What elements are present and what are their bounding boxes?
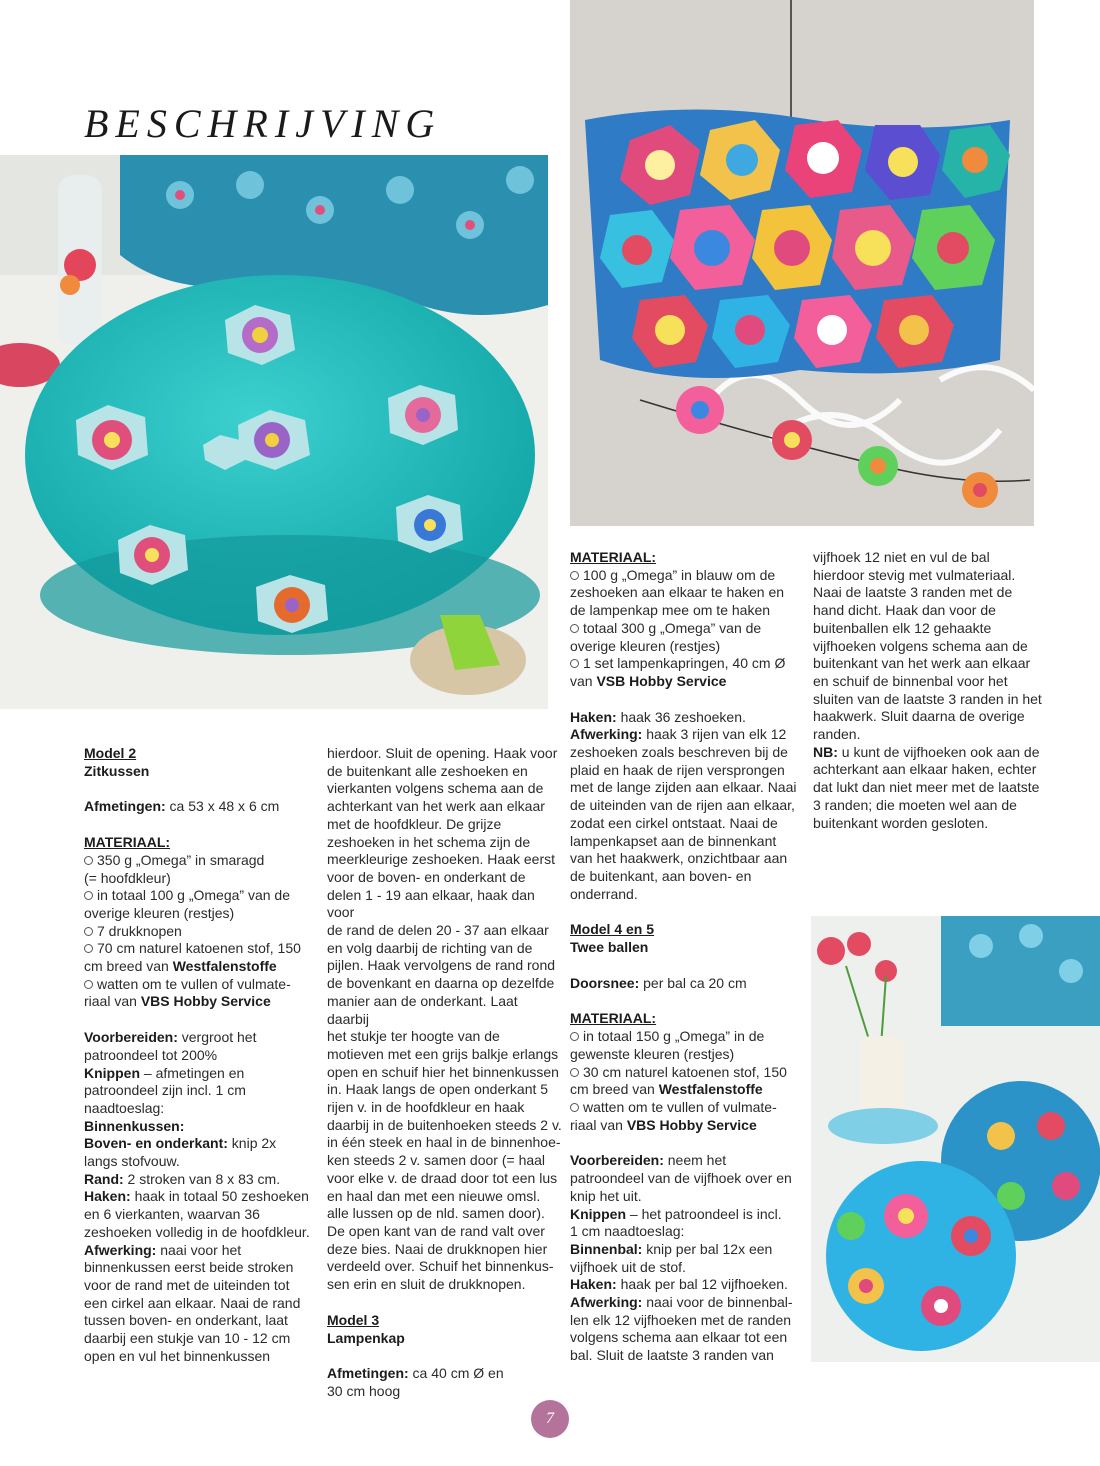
text-line: achterkant van het werk aan elkaar xyxy=(327,798,545,815)
brand: Westfalenstoffe xyxy=(658,1081,763,1098)
page-heading: BESCHRIJVING xyxy=(84,101,442,146)
label: Rand: xyxy=(84,1170,124,1187)
text-line: (= hoofdkleur) xyxy=(84,869,171,886)
bullet-icon xyxy=(84,944,93,953)
value: ca 40 cm Ø en xyxy=(408,1365,504,1382)
text: riaal van xyxy=(570,1116,627,1133)
list-item xyxy=(84,976,316,994)
ball-finishing-text xyxy=(570,1312,805,1365)
text-line: rijen v. in de hoofdkleur en haak xyxy=(327,1099,525,1116)
text-line: voor de rand met de uiteinden tot xyxy=(84,1276,290,1293)
value: per bal ca 20 cm xyxy=(639,974,747,991)
text-line: hierdoor stevig met vulmateriaal. xyxy=(813,566,1016,583)
text-line: ken steeds 2 v. samen door (= haal xyxy=(327,1152,546,1169)
text-line: zodat een cirkel ontstaat. Naai de xyxy=(570,814,778,831)
text-line: onderrand. xyxy=(570,885,638,902)
text-line: zeshoeken aan elkaar te haken en xyxy=(570,584,785,601)
column-2 xyxy=(327,745,562,1401)
text-line: langs stofvouw. xyxy=(84,1153,180,1170)
list-item xyxy=(570,1099,805,1117)
text-line: deze bies. Naai de drukknopen hier xyxy=(327,1240,548,1257)
list-item xyxy=(84,852,316,870)
brand: VBS Hobby Service xyxy=(140,993,271,1010)
text-line: alle lussen op de nld. samen door). xyxy=(327,1205,545,1222)
text-line: binnenkussen eerst beide stroken xyxy=(84,1259,294,1276)
text-line: meerkleurige zeshoeken. Haak eerst xyxy=(327,851,556,868)
text-line: zeshoeken in het schema zijn de xyxy=(327,833,531,850)
text: haak 36 zeshoeken. xyxy=(616,708,746,725)
text-line: bal. Sluit de laatste 3 randen van xyxy=(570,1347,774,1364)
text-line xyxy=(84,993,316,1011)
text-line: daarbij in de buitenhoeken steeds 2 v. xyxy=(327,1116,562,1133)
text-line: patroondeel van de vijfhoek over en xyxy=(570,1170,792,1187)
text: vergroot het xyxy=(177,1029,257,1046)
bullet-icon xyxy=(570,1103,579,1112)
text-line: lampenkapset aan de binnenkant xyxy=(570,832,777,849)
text: u kunt de vijfhoeken ook aan de xyxy=(837,743,1040,760)
cushion-photo xyxy=(0,155,548,709)
text-line: Naai de laatste 3 randen met de xyxy=(813,584,1013,601)
column-1 xyxy=(84,745,316,1366)
text-line xyxy=(84,1135,316,1153)
text-line xyxy=(570,1276,805,1294)
text-line: in. Haak langs de open onderkant 5 xyxy=(327,1081,549,1098)
brand: Westfalenstoffe xyxy=(172,958,277,975)
label: Afwerking: xyxy=(84,1241,157,1258)
text: 1 set lampenkapringen, 40 cm Ø xyxy=(583,655,786,672)
bullet-icon xyxy=(570,624,579,633)
text: 100 g „Omega” in blauw om de xyxy=(583,566,776,583)
text-line: randen. xyxy=(813,726,861,743)
text-line: motieven met een grijs balkje erlangs xyxy=(327,1045,559,1062)
text-line: 3 randen; die moeten wel aan de xyxy=(813,796,1017,813)
text-line: en haal dan met een nieuwe omsl. xyxy=(327,1187,541,1204)
material-heading: MATERIAAL: xyxy=(570,549,657,565)
text: – het patroondeel is incl. xyxy=(626,1205,782,1222)
text: naai voor het xyxy=(156,1241,242,1258)
column-4 xyxy=(813,549,1053,832)
text-line: achterkant aan elkaar haken, echter xyxy=(813,761,1037,778)
text-line: vierkanten volgens schema aan de xyxy=(327,780,544,797)
text: cm breed van xyxy=(84,958,173,975)
label: Voorbereiden: xyxy=(570,1152,664,1169)
text-line: overige kleuren (restjes) xyxy=(84,904,235,921)
text-line xyxy=(570,709,805,727)
label: Binnenbal: xyxy=(570,1240,643,1257)
material-heading: MATERIAAL: xyxy=(84,834,171,851)
text-line: gewenste kleuren (restjes) xyxy=(570,1045,735,1062)
text-line: met de hoofdkleur. De grijze xyxy=(327,815,502,832)
text-line: de uiteinden van de rijen aan elkaar, xyxy=(570,797,795,814)
text-line xyxy=(84,1171,316,1189)
text-line: buitenkant van het werk aan elkaar xyxy=(813,655,1031,672)
text-line: 30 cm hoog xyxy=(327,1382,401,1399)
text-line: 1 cm naadtoeslag: xyxy=(570,1223,685,1240)
text: – afmetingen en xyxy=(140,1064,245,1081)
text-line: volgens schema aan elkaar tot een xyxy=(570,1329,788,1346)
text-line: en 6 vierkanten, waarvan 36 xyxy=(84,1206,260,1223)
model-2-title: Model 2 xyxy=(84,745,137,761)
text-line: hand dicht. Haak dan voor de xyxy=(813,602,996,619)
text-line: patroondeel zijn incl. 1 cm xyxy=(84,1082,246,1099)
list-item xyxy=(570,1028,805,1046)
text-line xyxy=(570,1294,805,1312)
bullet-icon xyxy=(570,571,579,580)
text-line xyxy=(570,1241,805,1259)
text: 2 stroken van 8 x 83 cm. xyxy=(123,1170,281,1187)
label: Doorsnee: xyxy=(570,974,640,991)
page-number: 7 xyxy=(531,1400,569,1438)
text: riaal van xyxy=(84,993,141,1010)
text-line: dat lukt dan niet meer met de laatste xyxy=(813,779,1040,796)
text-line: open en vul het binnenkussen xyxy=(84,1347,271,1364)
text: 7 drukknopen xyxy=(97,922,182,939)
lampshade-photo xyxy=(570,0,1034,526)
text-line xyxy=(570,1152,805,1170)
model-3-title: Model 3 xyxy=(327,1311,380,1328)
label: Knippen xyxy=(570,1205,626,1222)
text-line xyxy=(570,1081,805,1099)
text-line: haakwerk. Sluit daarna de overige xyxy=(813,708,1025,725)
text-line: voor elke v. de draad door tot een lus xyxy=(327,1169,558,1186)
model-4-5-subtitle: Twee ballen xyxy=(570,939,649,956)
text-line: de buitenkant alle zeshoeken en xyxy=(327,762,528,779)
label: Haken: xyxy=(84,1188,131,1205)
text-line: naadtoeslag: xyxy=(84,1099,165,1116)
text-line: patroondeel tot 200% xyxy=(84,1046,218,1063)
text: 350 g „Omega” in smaragd xyxy=(97,851,265,868)
list-item xyxy=(84,887,316,905)
text-line: buitenballen elk 12 gehaakte xyxy=(813,619,992,636)
ball-finishing-continued xyxy=(813,549,1053,744)
label: Voorbereiden: xyxy=(84,1029,178,1046)
text: 70 cm naturel katoenen stof, 150 xyxy=(97,940,301,957)
text-line xyxy=(84,1242,316,1260)
bullet-icon xyxy=(84,856,93,865)
text: in totaal 100 g „Omega” van de xyxy=(97,887,291,904)
text-line: Binnenkussen: xyxy=(84,1117,185,1134)
label: Haken: xyxy=(570,708,617,725)
dimensions xyxy=(327,1365,562,1383)
text-line: het stukje ter hoogte van de xyxy=(327,1028,500,1045)
text-line: pijlen. Haak vervolgens de rand rond xyxy=(327,957,556,974)
material-heading: MATERIAAL: xyxy=(570,1010,657,1027)
text: knip per bal 12x een xyxy=(642,1240,773,1257)
text-line: vijfhoeken volgens schema aan de xyxy=(813,637,1028,654)
text: 30 cm naturel katoenen stof, 150 xyxy=(583,1063,787,1080)
dimensions xyxy=(84,798,316,816)
text-line xyxy=(84,1029,316,1047)
note-text xyxy=(813,761,1053,832)
text-line: De open kant van de rand valt over xyxy=(327,1222,545,1239)
text: knip 2x xyxy=(227,1135,277,1152)
column-3 xyxy=(570,549,805,1365)
bullet-icon xyxy=(84,891,93,900)
text-line: zeshoeken volledig in de hoofdkleur. xyxy=(84,1223,310,1240)
text-line: van het haakwerk, onzichtbaar aan xyxy=(570,850,788,867)
label: Knippen xyxy=(84,1064,140,1081)
list-item xyxy=(84,940,316,958)
text-line: de bovenkant en daarna op dezelfde xyxy=(327,975,555,992)
text-line: verdeeld over. Schuif het binnenkus- xyxy=(327,1258,554,1275)
text-line: open en schuif hier het binnenkussen xyxy=(327,1063,559,1080)
text-line: daarbij een stukje van 10 - 12 cm xyxy=(84,1330,291,1347)
label: NB: xyxy=(813,743,838,760)
text: totaal 300 g „Omega” van de xyxy=(583,619,762,636)
model-2-text xyxy=(327,745,562,1294)
text-line: manier aan de onderkant. Laat daarbij xyxy=(327,992,518,1027)
text-line: in één steek en haal in de binnenhoe- xyxy=(327,1134,561,1151)
text-line: sen erin en sluit de drukknopen. xyxy=(327,1276,526,1293)
text-line: buitenkant worden gesloten. xyxy=(813,814,989,831)
text-line: voor de boven- en onderkant de xyxy=(327,868,526,885)
text-line: zeshoeken zoals beschreven bij de xyxy=(570,744,788,761)
text-line: tussen boven- en onderkant, laat xyxy=(84,1312,288,1329)
text-line: de buitenkant, aan boven- en xyxy=(570,867,752,884)
text-line: hierdoor. Sluit de opening. Haak voor xyxy=(327,745,558,761)
diameter xyxy=(570,975,805,993)
list-item xyxy=(84,923,316,941)
list-item xyxy=(570,655,805,673)
text-line xyxy=(813,744,1053,762)
label: Haken: xyxy=(570,1276,617,1293)
label: Afwerking: xyxy=(570,726,643,743)
bullet-icon xyxy=(84,980,93,989)
model-2-subtitle: Zitkussen xyxy=(84,762,150,779)
text: neem het xyxy=(663,1152,727,1169)
text-line xyxy=(84,958,316,976)
text-line: vijfhoek 12 niet en vul de bal xyxy=(813,549,990,565)
list-item xyxy=(570,567,805,585)
bullet-icon xyxy=(570,659,579,668)
list-item xyxy=(570,1064,805,1082)
text-line xyxy=(570,673,805,691)
text-line: sluiten van de laatste 3 randen in het xyxy=(813,690,1042,707)
text-line: overige kleuren (restjes) xyxy=(570,637,721,654)
balls-photo xyxy=(811,916,1100,1362)
text: haak 3 rijen van elk 12 xyxy=(642,726,787,743)
text-line: en volg daarbij de richting van de xyxy=(327,939,533,956)
text-line: vijfhoek uit de stof. xyxy=(570,1258,686,1275)
text-line: plaid en haak de rijen versprongen xyxy=(570,761,785,778)
bullet-icon xyxy=(84,927,93,936)
text-line xyxy=(84,1065,316,1083)
text-line: de lampenkap mee om te haken xyxy=(570,602,771,619)
text-line xyxy=(570,726,805,744)
text: cm breed van xyxy=(570,1081,659,1098)
text: haak per bal 12 vijfhoeken. xyxy=(616,1276,788,1293)
bullet-icon xyxy=(570,1032,579,1041)
text: naai voor de binnenbal- xyxy=(642,1294,793,1311)
text: in totaal 150 g „Omega” in de xyxy=(583,1028,765,1045)
brand: VSB Hobby Service xyxy=(596,672,727,689)
label: Afmetingen: xyxy=(327,1365,409,1382)
text-line xyxy=(570,1206,805,1224)
text-line xyxy=(84,1188,316,1206)
text-line: de rand de delen 20 - 37 aan elkaar xyxy=(327,922,549,939)
list-item xyxy=(570,620,805,638)
value: ca 53 x 48 x 6 cm xyxy=(165,798,280,815)
model-3-subtitle: Lampenkap xyxy=(327,1329,405,1346)
text-line: een cirkel aan elkaar. Naai de rand xyxy=(84,1294,301,1311)
text: van xyxy=(570,672,597,689)
text-line: en schuif de binnenbal voor het xyxy=(813,672,1008,689)
bullet-icon xyxy=(570,1068,579,1077)
text: watten om te vullen of vulmate- xyxy=(583,1098,777,1115)
text-line xyxy=(570,1117,805,1135)
text: watten om te vullen of vulmate- xyxy=(97,975,291,992)
model-4-5-title: Model 4 en 5 xyxy=(570,921,655,938)
finishing-text xyxy=(570,744,805,903)
text-line: met de lange zijden aan elkaar. Naai xyxy=(570,779,797,796)
text-line: knip het uit. xyxy=(570,1187,642,1204)
label: Afmetingen: xyxy=(84,798,166,815)
text-line: len elk 12 vijfhoeken met de randen xyxy=(570,1311,792,1328)
text: haak in totaal 50 zeshoeken xyxy=(130,1188,309,1205)
label: Boven- en onderkant: xyxy=(84,1135,228,1152)
brand: VBS Hobby Service xyxy=(626,1116,757,1133)
text-line: delen 1 - 19 aan elkaar, haak dan voor xyxy=(327,886,535,921)
label: Afwerking: xyxy=(570,1294,643,1311)
